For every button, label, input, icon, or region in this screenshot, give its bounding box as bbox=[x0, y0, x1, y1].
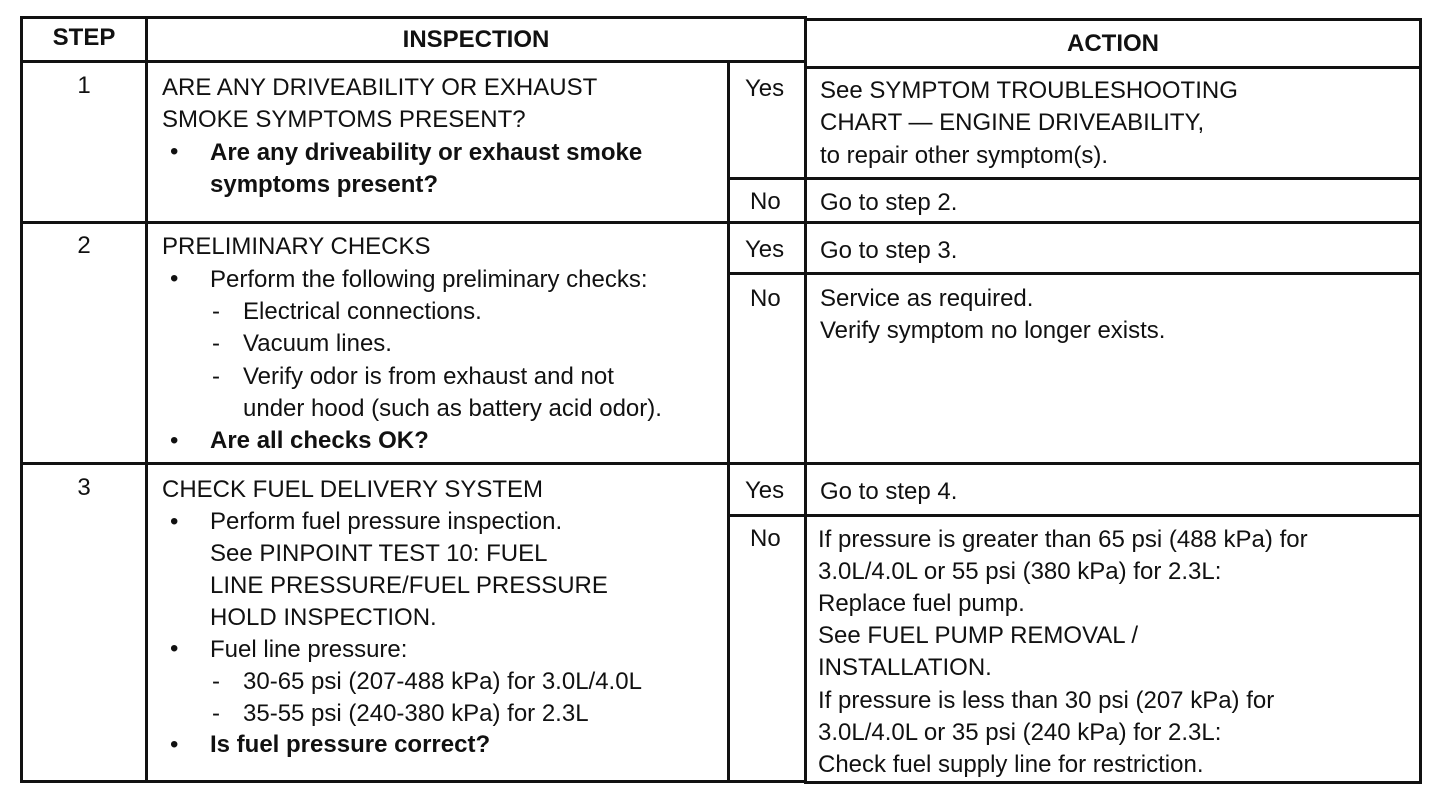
row2-subitem-1: Electrical connections. bbox=[243, 298, 482, 325]
row3-dash-1: - bbox=[212, 668, 220, 695]
row3-subitem-2: 35-55 psi (240-380 kPa) for 2.3L bbox=[243, 700, 589, 727]
row2-step-number: 2 bbox=[77, 232, 91, 259]
row2-dash-1: - bbox=[212, 298, 220, 325]
header-step: STEP bbox=[52, 24, 116, 51]
row3-bullet1: • bbox=[170, 508, 179, 535]
row3-no-action-line3: Replace fuel pump. bbox=[818, 590, 1025, 617]
row1-title-line2: SMOKE SYMPTOMS PRESENT? bbox=[162, 106, 526, 133]
row2-title: PRELIMINARY CHECKS bbox=[162, 233, 431, 260]
row1-yes-action-line1: See SYMPTOM TROUBLESHOOTING bbox=[820, 77, 1238, 104]
row2-bullet-text: Perform the following preliminary checks: bbox=[210, 266, 648, 293]
row1-no-action: Go to step 2. bbox=[820, 189, 958, 216]
row3-no-action-line5: INSTALLATION. bbox=[818, 654, 992, 681]
row2-yes-label: Yes bbox=[745, 236, 785, 263]
step-column-divider bbox=[145, 16, 148, 783]
row3-yes-label: Yes bbox=[745, 477, 785, 504]
row3-bullet1-line4: HOLD INSPECTION. bbox=[210, 604, 437, 631]
row3-bullet1-line3: LINE PRESSURE/FUEL PRESSURE bbox=[210, 572, 608, 599]
row3-no-action-line8: Check fuel supply line for restriction. bbox=[818, 751, 1204, 778]
row2-yes-no-split bbox=[727, 272, 1422, 275]
row3-no-action-line2: 3.0L/4.0L or 55 psi (380 kPa) for 2.3L: bbox=[818, 558, 1222, 585]
row1-yes-action-line3: to repair other symptom(s). bbox=[820, 142, 1109, 169]
yesno-column-divider bbox=[727, 62, 730, 783]
row1-title-line1: ARE ANY DRIVEABILITY OR EXHAUST bbox=[162, 74, 598, 101]
row3-no-action-line1: If pressure is greater than 65 psi (488 kPa) for bbox=[818, 526, 1308, 553]
row2-question: Are all checks OK? bbox=[210, 427, 429, 454]
row3-bullet2: • bbox=[170, 635, 179, 662]
row1-question-line2: symptoms present? bbox=[210, 171, 439, 198]
header-bottom-line-left bbox=[20, 60, 807, 63]
row2-bullet: • bbox=[170, 265, 179, 292]
row3-no-action-line7: 3.0L/4.0L or 35 psi (240 kPa) for 2.3L: bbox=[818, 719, 1222, 746]
row1-bullet: • bbox=[170, 138, 179, 165]
row1-yes-no-split bbox=[727, 177, 1422, 180]
row1-bottom-line bbox=[20, 221, 1422, 224]
row2-no-action-line2: Verify symptom no longer exists. bbox=[820, 317, 1166, 344]
row3-yes-action: Go to step 4. bbox=[820, 478, 958, 505]
row2-bottom-line bbox=[20, 462, 1422, 465]
row1-yes-action-line2: CHART — ENGINE DRIVEABILITY, bbox=[820, 109, 1205, 136]
row3-bullet2-text: Fuel line pressure: bbox=[210, 636, 408, 663]
header-action: ACTION bbox=[1067, 30, 1159, 57]
row3-step-number: 3 bbox=[77, 474, 91, 501]
row3-bullet1-line2: See PINPOINT TEST 10: FUEL bbox=[210, 540, 548, 567]
row3-question: Is fuel pressure correct? bbox=[210, 731, 491, 758]
row2-subitem-3-cont: under hood (such as battery acid odor). bbox=[243, 395, 662, 422]
row2-no-action-line1: Service as required. bbox=[820, 285, 1034, 312]
row3-bullet1-line1: Perform fuel pressure inspection. bbox=[210, 508, 563, 535]
row2-subitem-3: Verify odor is from exhaust and not bbox=[243, 363, 614, 390]
row2-subitem-2: Vacuum lines. bbox=[243, 330, 392, 357]
row3-yes-no-split bbox=[727, 514, 1422, 517]
row2-no-label: No bbox=[750, 285, 781, 312]
row3-bullet-question: • bbox=[170, 731, 179, 758]
row3-title: CHECK FUEL DELIVERY SYSTEM bbox=[162, 476, 543, 503]
header-inspection: INSPECTION bbox=[402, 26, 550, 53]
row3-no-action-line4: See FUEL PUMP REMOVAL / bbox=[818, 622, 1139, 649]
row2-yes-action: Go to step 3. bbox=[820, 237, 958, 264]
row2-dash-3: - bbox=[212, 363, 220, 390]
header-bottom-line-right bbox=[804, 66, 1422, 69]
row3-subitem-1: 30-65 psi (207-488 kPa) for 3.0L/4.0L bbox=[243, 668, 642, 695]
row3-dash-2: - bbox=[212, 700, 220, 727]
row3-no-action-line6: If pressure is less than 30 psi (207 kPa) for bbox=[818, 687, 1275, 714]
row2-dash-2: - bbox=[212, 330, 220, 357]
row1-step-number: 1 bbox=[77, 72, 91, 99]
row3-no-label: No bbox=[750, 525, 781, 552]
row1-yes-label: Yes bbox=[745, 75, 785, 102]
row1-no-label: No bbox=[750, 188, 781, 215]
row1-question-line1: Are any driveability or exhaust smoke bbox=[210, 139, 643, 166]
row2-bullet-question: • bbox=[170, 427, 179, 454]
